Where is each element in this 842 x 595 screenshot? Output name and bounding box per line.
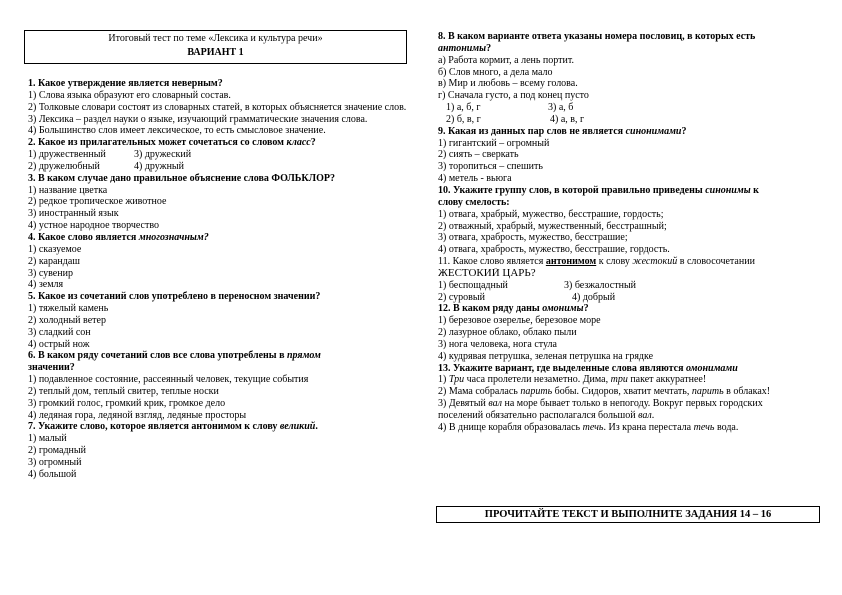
question-10-keyword: синонимы [705, 184, 751, 196]
question-12-end: ? [583, 303, 589, 315]
answer-13-1 [438, 374, 828, 386]
question-11 [438, 256, 828, 268]
answer-7-3: 3) огромный [28, 457, 82, 468]
test-title-box [24, 30, 407, 64]
answer-12-3: 3) нога человека, нога стула [438, 338, 557, 350]
answer-2-3: 3) дружеский [134, 149, 192, 161]
question-9-text: 9. Какая из данных пар слов не является [438, 125, 626, 137]
proverb-a: а) Работа кормит, а лень портит. [438, 54, 574, 66]
question-6-line2: значении? [28, 362, 75, 374]
answer-7-1: 1) малый [28, 433, 67, 445]
answer-10-3: 3) отвага, храбрость, мужество, бесстрашие; [438, 232, 628, 244]
answer-9-3: 3) торопиться – спешить [438, 161, 543, 173]
proverb-b: б) Слов много, а дела мало [438, 66, 553, 78]
answer-row [28, 161, 412, 173]
answer-4-1: 1) сказуемое [28, 243, 82, 255]
answer-5-4: 4) острый нож [28, 338, 90, 350]
answer-13-2-word2: парить [691, 386, 724, 398]
question-9-keyword: синонимами [625, 125, 682, 137]
answer-10-4: 4) отвага, храбрость, мужество, бесстрашие, гордость. [438, 244, 670, 256]
question-12-keyword: омонимы [542, 303, 584, 315]
answer-row [438, 292, 828, 304]
answer-7-2: 2) громадный [28, 445, 86, 457]
answer-13-3-text: 3) Девятый [438, 398, 489, 410]
answer-8-1: 1) а, б, г [446, 102, 481, 114]
right-column [438, 31, 828, 434]
answer-1-3: 3) Лексика – раздел науки о языке, изучающий грамматические значения слова. [28, 113, 368, 125]
answer-2-2: 2) дружелюбный [28, 160, 100, 172]
answer-12-2: 2) лазурное облако, облако пыли [438, 327, 577, 339]
question-4-keyword: многозначным? [138, 231, 209, 243]
answer-13-4-end: вода. [714, 421, 739, 433]
answer-10-1: 1) отвага, храбрый, мужество, бесстрашие, гордость; [438, 208, 664, 220]
question-4 [28, 232, 412, 244]
answer-13-3-line2-text: поселений обязательно располагался большой [438, 410, 639, 421]
proverb-g: г) Сначала густо, а под конец пусто [438, 90, 589, 102]
question-8-end: ? [486, 42, 492, 54]
answer-8-2: 2) б, в, г [446, 113, 481, 125]
answer-13-3-word1: вал [488, 398, 502, 410]
question-11-line2: ЖЕСТОКИЙ ЦАРЬ? [438, 267, 536, 279]
answer-3-2: 2) редкое тропическое животное [28, 196, 167, 208]
question-5: 5. Какое из сочетаний слов употреблено в переносном значении? [28, 291, 321, 303]
answer-4-3: 3) сувенир [28, 267, 73, 279]
answer-5-1: 1) тяжелый камень [28, 303, 109, 315]
answer-13-4 [438, 422, 828, 434]
question-13-keyword: омонимами [686, 362, 738, 374]
answer-9-2: 2) сиять – сверкать [438, 149, 519, 161]
question-1: 1. Какое утверждение является неверным? [28, 78, 223, 89]
question-13 [438, 363, 828, 375]
question-12 [438, 303, 828, 315]
answer-13-2-text: 2) Мама собралась [438, 386, 521, 398]
answer-13-3-word2: вал [638, 410, 652, 421]
question-11-keyword: жестокий [632, 256, 678, 268]
question-10 [438, 185, 828, 197]
answer-row [438, 280, 828, 292]
question-6 [28, 350, 412, 362]
answer-row [28, 149, 412, 161]
answer-3-3: 3) иностранный язык [28, 208, 119, 220]
answer-11-2: 2) суровый [438, 291, 485, 303]
left-column [28, 78, 412, 481]
answer-7-4: 4) большой [28, 468, 77, 480]
answer-row [438, 102, 828, 114]
variant-label: ВАРИАНТ 1 [187, 47, 244, 58]
answer-13-1-word1: Три [448, 374, 465, 386]
answer-1-1: 1) Слова языка образуют его словарный состав. [28, 89, 231, 101]
answer-13-4-text: 4) В днище корабля образовалась [438, 421, 583, 433]
test-title: Итоговый тест по теме «Лексика и культура речи» [108, 33, 323, 44]
question-8-keyword: антонимы [438, 42, 487, 54]
answer-2-1: 1) дружественный [28, 149, 106, 161]
answer-13-4-mid: . Из крана перестала [603, 421, 694, 433]
answer-9-1: 1) гигантский – огромный [438, 137, 550, 149]
question-4-text: 4. Какое слово является [28, 231, 139, 243]
question-10-line2: слову смелость: [438, 196, 510, 208]
answer-13-3-mid: на море бывает только в непогоду. Вокруг первых городских [501, 398, 763, 410]
question-7-end: . [315, 421, 318, 433]
answer-6-4: 4) ледяная гора, ледяной взгляд, ледяные просторы [28, 409, 247, 421]
answer-9-4: 4) метель - вьюга [438, 173, 512, 185]
answer-11-4: 4) добрый [572, 291, 616, 303]
question-13-text: 13. Укажите вариант, где выделенные слова являются [438, 362, 686, 374]
question-11-underlined: антонимом [545, 256, 597, 268]
answer-13-3-end: . [651, 410, 655, 421]
answer-13-2-mid: бобы. Сидоров, хватит мечтать, [552, 386, 692, 398]
question-2-text: 2. Какое из прилагательных может сочетаться со словом [28, 137, 287, 149]
answer-10-2: 2) отважный, храбрый, мужественный, бесстрашный; [438, 220, 667, 232]
answer-5-3: 3) сладкий сон [28, 326, 91, 338]
answer-3-1: 1) название цветка [28, 184, 108, 196]
question-12-text: 12. В каком ряду даны [438, 303, 543, 315]
question-8: 8. В каком варианте ответа указаны номера пословиц, в которых есть [438, 31, 756, 42]
question-11-mid: к слову [596, 256, 633, 268]
question-11-text: 11. Какое слово является [438, 256, 546, 268]
question-3: 3. В каком случае дано правильное объяснение слова ФОЛЬКЛОР? [28, 172, 335, 184]
question-9 [438, 126, 828, 138]
question-6-keyword: прямом [287, 350, 321, 362]
answer-11-1: 1) беспощадный [438, 279, 508, 291]
answer-6-2: 2) теплый дом, теплый свитер, теплые носки [28, 385, 219, 397]
answer-12-4: 4) кудрявая петрушка, зеленая петрушка на грядке [438, 350, 654, 362]
answer-13-2-end: в облаках! [723, 386, 771, 398]
answer-6-1: 1) подавленное состояние, рассеянный человек, текущие события [28, 374, 309, 386]
question-7-keyword: великий [279, 421, 316, 433]
answer-13-3-line2 [438, 410, 828, 422]
answer-4-4: 4) земля [28, 279, 64, 291]
answer-8-3: 3) а, б [548, 102, 574, 114]
question-7-text: 7. Укажите слово, которое является антонимом к слову [28, 421, 280, 433]
question-10-text: 10. Укажите группу слов, в которой правильно приведены [438, 184, 706, 196]
answer-6-3: 3) громкий голос, громкий крик, громкое дело [28, 397, 226, 409]
answer-13-1-end: пакет аккуратнее! [627, 374, 707, 386]
answer-13-1-num: 1) [438, 374, 449, 386]
answer-13-2-word1: парить [520, 386, 553, 398]
answer-row [438, 114, 828, 126]
answer-13-2 [438, 386, 828, 398]
question-2 [28, 137, 412, 149]
answer-1-4: 4) Большинство слов имеет лексическое, то есть смысловое значение. [28, 125, 326, 137]
answer-12-1: 1) березовое озерелье, березовое море [438, 315, 601, 327]
question-8-line2 [438, 43, 828, 55]
question-6-text: 6. В каком ряду сочетаний слов все слова употреблены в [28, 350, 287, 362]
answer-5-2: 2) холодный ветер [28, 314, 106, 326]
question-11-end: в словосочетании [677, 256, 755, 268]
question-2-keyword: класс [286, 137, 311, 149]
question-7 [28, 421, 412, 433]
answer-13-4-word1: течь [582, 421, 604, 433]
answer-2-4: 4) дружный [134, 160, 184, 172]
answer-8-4: 4) а, в, г [550, 113, 585, 125]
answer-13-1-word2: три [610, 374, 628, 386]
answer-13-3 [438, 398, 828, 410]
proverb-v: в) Мир и любовь – всему голова. [438, 78, 578, 90]
answer-11-3: 3) безжалостный [564, 279, 637, 291]
task-instruction-box: ПРОЧИТАЙТЕ ТЕКСТ И ВЫПОЛНИТЕ ЗАДАНИЯ 14 – 16 [436, 506, 820, 523]
answer-13-1-mid: часа пролетели незаметно. Дима, [464, 374, 611, 386]
question-9-end: ? [681, 125, 687, 137]
question-2-end: ? [310, 137, 316, 149]
answer-1-2: 2) Толковые словари состоят из словарных статей, в которых объясняется значение слов. [28, 101, 407, 113]
question-10-end: к [750, 184, 759, 196]
answer-13-4-word2: течь [693, 421, 715, 433]
answer-4-2: 2) карандаш [28, 255, 80, 267]
answer-3-4: 4) устное народное творчество [28, 220, 160, 232]
